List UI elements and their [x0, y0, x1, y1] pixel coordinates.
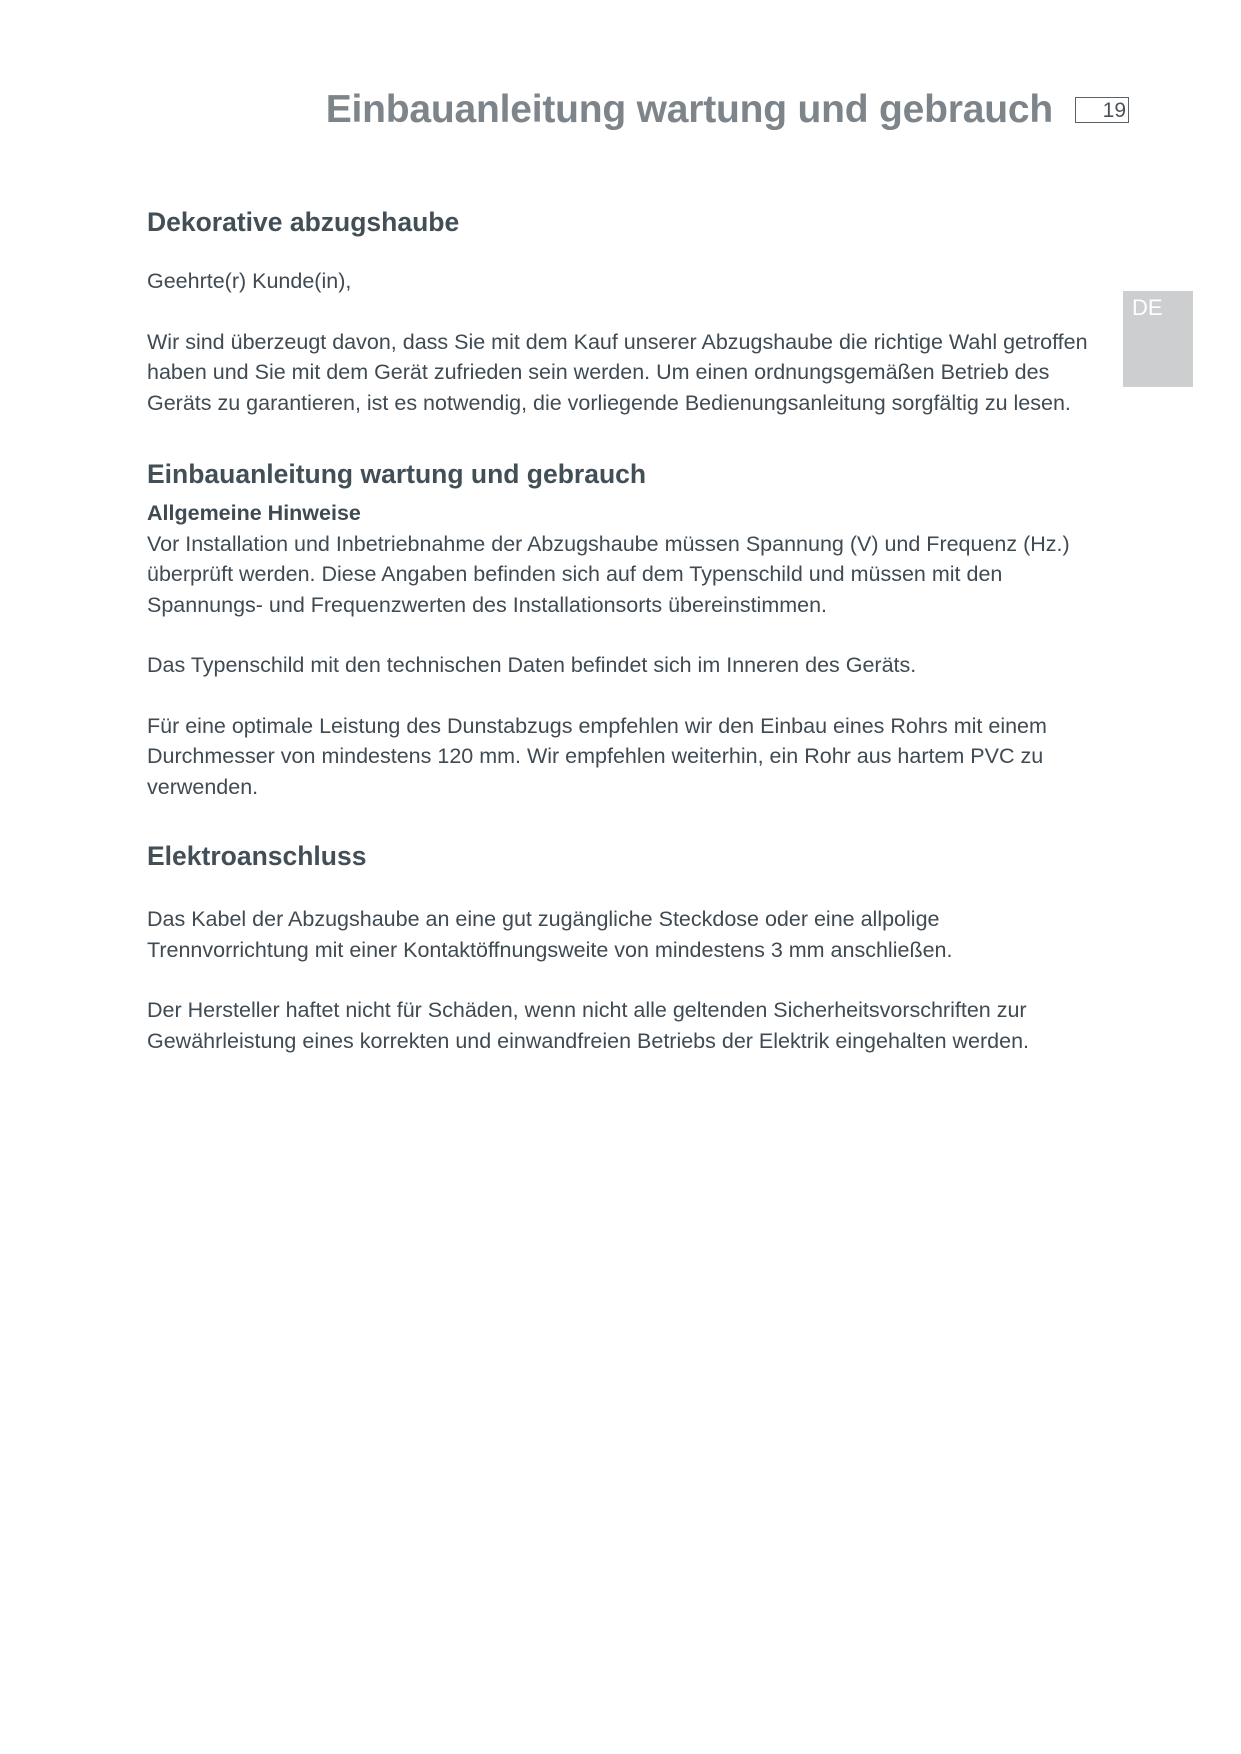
- language-tab: DE: [1123, 291, 1193, 387]
- electrical-paragraph-2: Der Hersteller haftet nicht für Schäden, wenn nicht alle geltenden Sicherheitsvorschriften zur Gewährleistung eines korrekten und einwandfreien Betriebs der Elektrik eingehalten werden.: [147, 998, 1030, 1053]
- intro-paragraph: Wir sind überzeugt davon, dass Sie mit dem Kauf unserer Abzugshaube die richtige Wahl getroffen haben und Sie mit dem Gerät zufrieden sein werden. Um einen ordnungsgemäßen Betrieb des Geräts zu garantieren, ist es notwendig, die vorliegende Bedienungsanleitung sorgfältig zu lesen.: [147, 329, 1088, 415]
- page-title: Einbauanleitung wartung und gebrauch: [325, 88, 1053, 131]
- page-number: 19: [1075, 97, 1129, 123]
- page-header: [326, 88, 1129, 132]
- document-body: [147, 204, 1107, 1056]
- installation-paragraph-2: Das Typenschild mit den technischen Daten befindet sich im Inneren des Geräts.: [147, 653, 917, 677]
- electrical-paragraph-1: Das Kabel der Abzugshaube an eine gut zugängliche Steckdose oder eine allpolige Trennvorrichtung mit einer Kontaktöffnungsweite von mindestens 3 mm anschließen.: [147, 907, 953, 962]
- installation-paragraph-3: Für eine optimale Leistung des Dunstabzugs empfehlen wir den Einbau eines Rohrs mit einem Durchmesser von mindestens 120 mm. Wir empfehlen weiterhin, ein Rohr aus hartem PVC zu verwenden.: [147, 713, 1047, 799]
- section-heading-electrical: Elektroanschluss: [147, 841, 367, 871]
- installation-paragraph-1: Vor Installation und Inbetriebnahme der Abzugshaube müssen Spannung (V) und Frequenz (Hz.) überprüft werden. Diese Angaben befinden sich auf dem Typenschild und müssen mit den Spannungs- und Frequenzwerten des Installationsorts übereinstimmen.: [147, 531, 1070, 617]
- salutation: Geehrte(r) Kunde(in),: [147, 269, 352, 293]
- section-heading-installation: Einbauanleitung wartung und gebrauch: [147, 459, 647, 489]
- section-heading-intro: Dekorative abzugshaube: [147, 207, 460, 237]
- sub-heading-general: Allgemeine Hinweise: [147, 501, 361, 525]
